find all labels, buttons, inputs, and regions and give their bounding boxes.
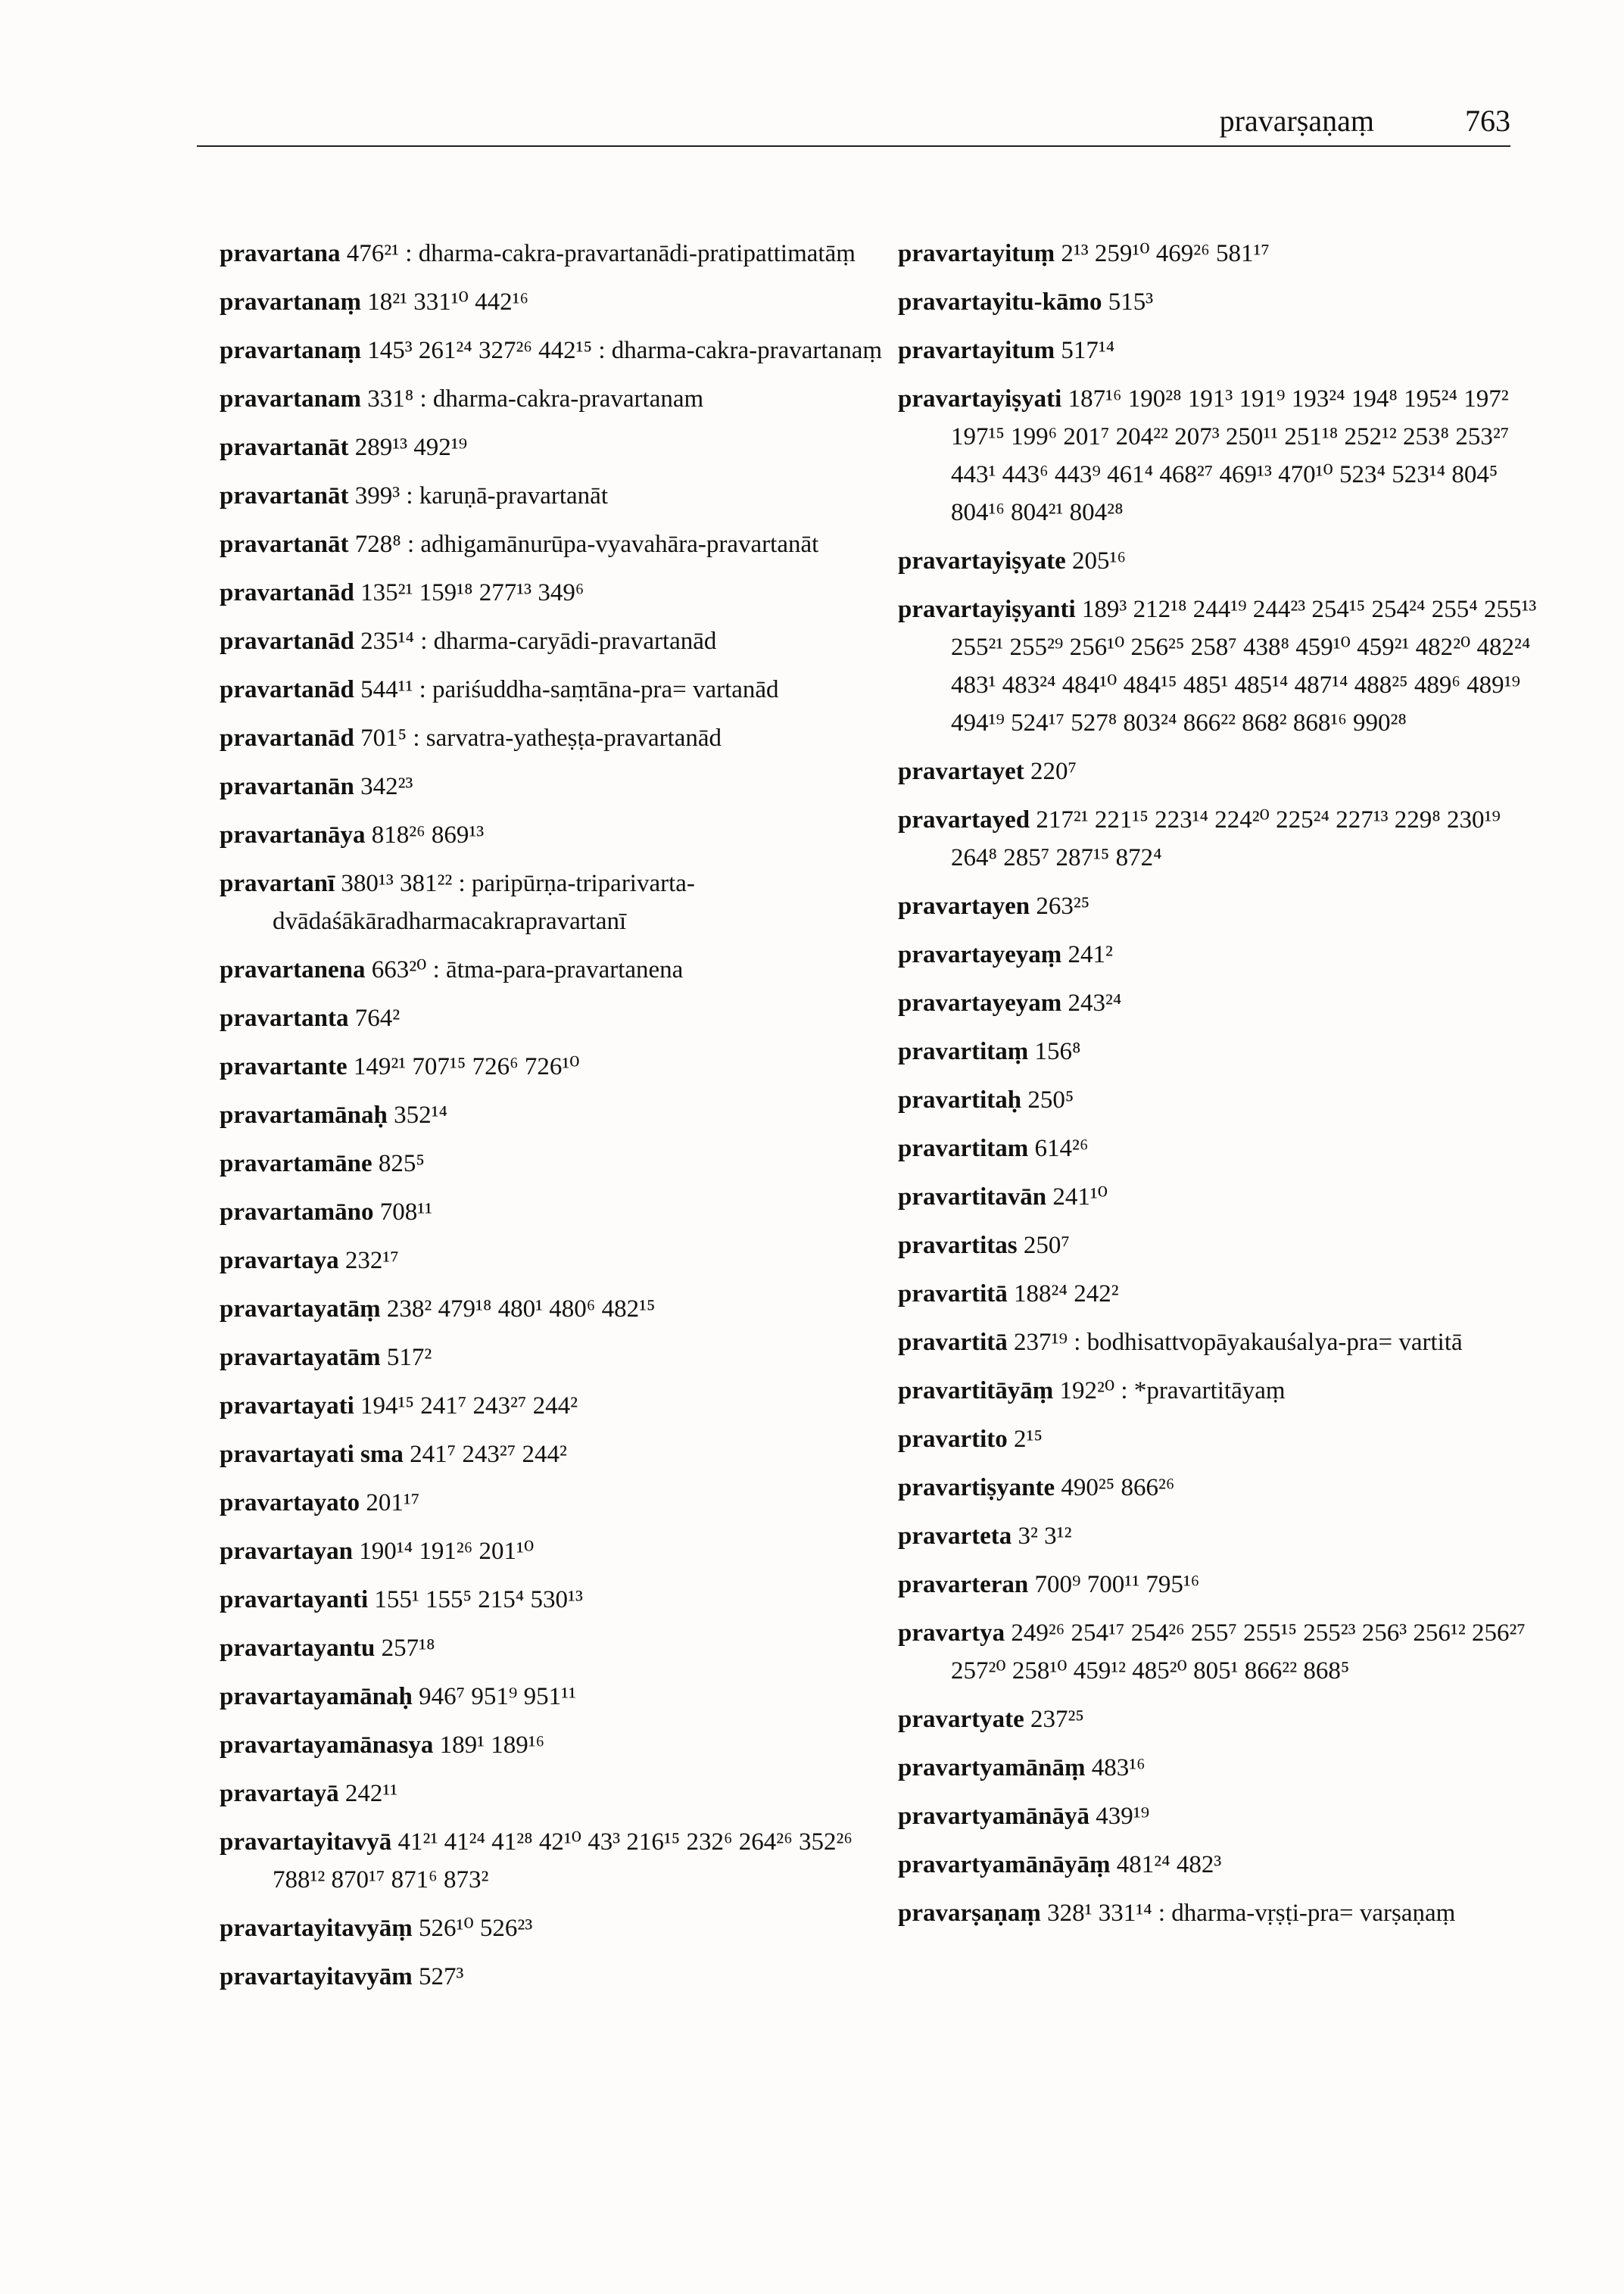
entry-references: 205¹⁶ [1072, 547, 1126, 575]
index-entry [220, 1532, 901, 1570]
index-entry [898, 1130, 1541, 1167]
entry-references: 235¹⁴ [360, 628, 414, 655]
entry-references: 526¹⁰ 526²³ [419, 1915, 533, 1942]
entry-references: 517¹⁴ [1061, 337, 1115, 364]
entry-headword: pravarteta [898, 1523, 1012, 1550]
entry-headword: pravartamānaḥ [220, 1102, 388, 1129]
index-entry [220, 1581, 901, 1619]
entry-references: 237¹⁹ [1014, 1329, 1068, 1356]
index-entry [898, 1033, 1541, 1071]
entry-headword: pravartanād [220, 628, 354, 655]
entry-headword: pravartyamānāṃ [898, 1754, 1086, 1781]
entry-gloss: : dharma-cakra-pravartanaṃ [598, 337, 883, 364]
entry-headword: pravartayitu-kāmo [898, 288, 1102, 316]
entry-gloss: : dharma-cakra-pravartanādi-pratipattimatāṃ [405, 240, 856, 267]
entry-references: 241⁷ 243²⁷ 244² [410, 1441, 567, 1468]
entry-headword: pravartayed [898, 806, 1030, 834]
entry-headword: pravartanta [220, 1005, 349, 1032]
entry-gloss: : *pravartitāyaṃ [1121, 1377, 1286, 1404]
entry-headword: pravartitavān [898, 1183, 1047, 1211]
index-entry [898, 1275, 1541, 1313]
entry-gloss: : bodhisattvopāyakauśalya-pra= vartitā [1074, 1329, 1463, 1356]
entry-references: 946⁷ 951⁹ 951¹¹ [419, 1683, 576, 1710]
entry-references: 18²¹ 331¹⁰ 442¹⁶ [367, 288, 529, 316]
entry-references: 352¹⁴ [394, 1102, 447, 1129]
entry-headword: pravartayamānaḥ [220, 1683, 413, 1710]
entry-references: 135²¹ 159¹⁸ 277¹³ 349⁶ [360, 579, 584, 606]
entry-references: 544¹¹ [360, 676, 413, 703]
entry-headword: pravartayatām [220, 1344, 381, 1371]
entry-references: 289¹³ 492¹⁹ [354, 434, 468, 461]
index-entry [220, 1096, 901, 1134]
entry-references: 242¹¹ [344, 1780, 398, 1807]
right-column [898, 235, 1541, 1943]
index-entry [898, 1846, 1541, 1884]
index-entry [220, 719, 901, 757]
index-entry [898, 1700, 1541, 1738]
index-entry [220, 332, 901, 369]
entry-gloss: : dharma-caryādi-pravartanād [420, 628, 717, 655]
entry-references: 490²⁵ 866²⁶ [1061, 1474, 1175, 1501]
index-entry [220, 951, 901, 989]
entry-references: 194¹⁵ 241⁷ 243²⁷ 244² [360, 1392, 578, 1420]
entry-gloss: : paripūrṇa-triparivarta-dvādaśākāradharmacakrapravartanī [273, 870, 695, 935]
index-entry [898, 1614, 1541, 1690]
index-entry [220, 1193, 901, 1231]
entry-headword: pravartayiṣyati [898, 385, 1062, 413]
entry-headword: pravartayati sma [220, 1441, 404, 1468]
entry-references: 192²⁰ [1059, 1377, 1115, 1404]
entry-references: 156⁸ [1034, 1038, 1081, 1065]
index-entry [220, 999, 901, 1037]
entry-headword: pravartayet [898, 758, 1024, 785]
index-entry [898, 936, 1541, 974]
index-entry [898, 1226, 1541, 1264]
entry-references: 187¹⁶ 190²⁸ 191³ 191⁹ 193²⁴ 194⁸ 195²⁴ 197² 197¹⁵ 199⁶ 201⁷ 204²² 207³ 250¹¹ 251¹⁸ 252¹² 253⁸ 253²⁷ 443¹ 443⁶ 443⁹ 461⁴ 468²⁷ 469¹³ 470¹⁰ 523⁴ 523¹⁴ 804⁵ 804¹⁶ 804²¹ 804²⁸ [951, 385, 1510, 526]
entry-headword: pravartanād [220, 725, 354, 752]
entry-headword: pravarṣaṇaṃ [898, 1900, 1041, 1927]
index-entry [220, 1678, 901, 1716]
entry-headword: pravartayitavyā [220, 1828, 392, 1856]
entry-headword: pravartayā [220, 1780, 339, 1807]
entry-headword: pravartayati [220, 1392, 354, 1420]
entry-headword: pravartyamānāyā [898, 1803, 1089, 1830]
index-entry [898, 1081, 1541, 1119]
entry-headword: pravartanam [220, 385, 361, 413]
index-entry [220, 1339, 901, 1376]
entry-headword: pravartayan [220, 1538, 353, 1565]
index-entry [220, 1290, 901, 1328]
index-entry [898, 235, 1541, 273]
entry-headword: pravartanī [220, 870, 335, 897]
entry-headword: pravartanaṃ [220, 337, 361, 364]
entry-headword: pravartayen [898, 893, 1030, 920]
index-entry [220, 1387, 901, 1425]
entry-headword: pravartayitavyāṃ [220, 1915, 413, 1942]
index-entry [898, 1894, 1541, 1932]
entry-references: 614²⁶ [1034, 1135, 1089, 1162]
entry-headword: pravartanāt [220, 434, 349, 461]
entry-gloss: : karuṇā-pravartanāt [406, 482, 608, 510]
entry-headword: pravartitā [898, 1280, 1008, 1308]
entry-references: 764² [354, 1005, 401, 1032]
page-number: 763 [1465, 104, 1510, 138]
entry-references: 663²⁰ [371, 956, 427, 983]
index-entry [220, 1145, 901, 1183]
entry-headword: pravartamāne [220, 1150, 372, 1177]
index-entry [220, 1775, 901, 1812]
index-entry [220, 816, 901, 854]
entry-references: 527³ [419, 1963, 464, 1990]
entry-references: 190¹⁴ 191²⁶ 201¹⁰ [359, 1538, 535, 1565]
index-entry [898, 801, 1541, 877]
entry-references: 328¹ 331¹⁴ [1047, 1900, 1152, 1927]
index-entry [898, 984, 1541, 1022]
entry-headword: pravartayeyam [898, 990, 1062, 1017]
header-keyword: pravarṣaṇaṃ [1219, 104, 1374, 138]
index-entry [898, 542, 1541, 580]
entry-references: 201¹⁷ [366, 1489, 420, 1516]
entry-references: 481²⁴ 482³ [1116, 1851, 1222, 1878]
entry-headword: pravartitā [898, 1329, 1008, 1356]
entry-headword: pravartayato [220, 1489, 360, 1516]
entry-references: 439¹⁹ [1096, 1803, 1150, 1830]
left-column [220, 235, 901, 2006]
entry-references: 515³ [1108, 288, 1154, 316]
entry-references: 3² 3¹² [1018, 1523, 1072, 1550]
entry-references: 250⁵ [1027, 1086, 1074, 1114]
entry-references: 517² [386, 1344, 432, 1371]
entry-references: 818²⁶ 869¹³ [371, 821, 485, 849]
entry-headword: pravartaya [220, 1247, 339, 1274]
index-entry [220, 283, 901, 321]
entry-references: 149²¹ 707¹⁵ 726⁶ 726¹⁰ [353, 1053, 580, 1080]
entry-gloss: : sarvatra-yatheṣṭa-pravartanād [413, 725, 722, 752]
entry-headword: pravartanena [220, 956, 366, 983]
entry-references: 380¹³ 381²² [341, 870, 453, 897]
entry-headword: pravarteran [898, 1571, 1029, 1598]
entry-headword: pravartayamānasya [220, 1731, 434, 1759]
index-entry [220, 525, 901, 563]
entry-references: 232¹⁷ [344, 1247, 399, 1274]
index-entry [898, 283, 1541, 321]
index-entry [220, 1242, 901, 1279]
entry-headword: pravartyamānāyāṃ [898, 1851, 1111, 1878]
entry-references: 237²⁵ [1030, 1706, 1084, 1733]
entry-headword: pravartitas [898, 1232, 1018, 1259]
entry-references: 220⁷ [1030, 758, 1077, 785]
entry-gloss: : dharma-cakra-pravartanam [419, 385, 704, 413]
index-entry [220, 1048, 901, 1086]
index-entry [220, 1629, 901, 1667]
index-entry [220, 477, 901, 515]
entry-gloss: : dharma-vṛṣṭi-pra= varṣaṇaṃ [1158, 1900, 1456, 1927]
index-entry [220, 1435, 901, 1473]
entry-headword: pravartitaṃ [898, 1038, 1029, 1065]
entry-headword: pravartayiṣyanti [898, 596, 1076, 623]
index-entry [220, 235, 901, 273]
entry-headword: pravartayatāṃ [220, 1295, 381, 1323]
index-entry [898, 1566, 1541, 1604]
entry-references: 263²⁵ [1036, 893, 1090, 920]
entry-headword: pravartanān [220, 773, 354, 800]
entry-headword: pravartanaṃ [220, 288, 361, 316]
index-entry [898, 1517, 1541, 1555]
entry-references: 708¹¹ [379, 1198, 433, 1226]
entry-headword: pravartitāyāṃ [898, 1377, 1054, 1404]
entry-headword: pravartitaḥ [898, 1086, 1022, 1114]
entry-headword: pravartiṣyante [898, 1474, 1055, 1501]
entry-references: 2¹³ 259¹⁰ 469²⁶ 581¹⁷ [1061, 240, 1270, 267]
index-entry [220, 622, 901, 660]
entry-headword: pravartayitavyām [220, 1963, 413, 1990]
index-entry [220, 865, 901, 940]
index-entry [220, 1484, 901, 1522]
entry-headword: pravartya [898, 1619, 1005, 1647]
index-entry [220, 429, 901, 466]
entry-headword: pravartana [220, 240, 341, 267]
entry-headword: pravartamāno [220, 1198, 374, 1226]
index-entry [220, 768, 901, 806]
index-entry [220, 380, 901, 418]
entry-headword: pravartitam [898, 1135, 1029, 1162]
running-header [197, 100, 1510, 147]
index-entry [898, 1797, 1541, 1835]
entry-references: 155¹ 155⁵ 215⁴ 530¹³ [374, 1586, 583, 1613]
entry-references: 476²¹ [346, 240, 400, 267]
entry-headword: pravartanād [220, 579, 354, 606]
entry-references: 701⁵ [360, 725, 407, 752]
index-entry [220, 671, 901, 709]
entry-references: 399³ [354, 482, 401, 510]
index-entry [898, 1749, 1541, 1787]
entry-headword: pravartante [220, 1053, 348, 1080]
index-entry [898, 1420, 1541, 1458]
entry-references: 241² [1068, 941, 1113, 968]
index-entry [898, 1178, 1541, 1216]
entry-references: 189³ 212¹⁸ 244¹⁹ 244²³ 254¹⁵ 254²⁴ 255⁴ 255¹³ 255²¹ 255²⁹ 256¹⁰ 256²⁵ 258⁷ 438⁸ 459¹⁰ 459²¹ 482²⁰ 482²⁴ 483¹ 483²⁴ 484¹⁰ 484¹⁵ 485¹ 485¹⁴ 487¹⁴ 488²⁵ 489⁶ 489¹⁹ 494¹⁹ 524¹⁷ 527⁸ 803²⁴ 866²² 868² 868¹⁶ 990²⁸ [951, 596, 1537, 737]
entry-gloss: : ātma-para-pravartanena [432, 956, 684, 983]
entry-headword: pravartyate [898, 1706, 1024, 1733]
index-entry [220, 1823, 901, 1899]
entry-headword: pravartanāt [220, 482, 349, 510]
entry-references: 238² 479¹⁸ 480¹ 480⁶ 482¹⁵ [386, 1295, 656, 1323]
entry-references: 241¹⁰ [1052, 1183, 1108, 1211]
index-entry [898, 753, 1541, 790]
entry-references: 41²¹ 41²⁴ 41²⁸ 42¹⁰ 43³ 216¹⁵ 232⁶ 264²⁶ 352²⁶ 788¹² 870¹⁷ 871⁶ 873² [273, 1828, 853, 1893]
index-entry [898, 887, 1541, 925]
index-entry [220, 1726, 901, 1764]
entry-headword: pravartayitum [898, 337, 1055, 364]
index-entry [898, 1469, 1541, 1507]
entry-references: 825⁵ [378, 1150, 425, 1177]
index-entry [898, 332, 1541, 369]
entry-references: 189¹ 189¹⁶ [439, 1731, 545, 1759]
index-entry [220, 1958, 901, 1996]
entry-references: 145³ 261²⁴ 327²⁶ 442¹⁵ [367, 337, 593, 364]
index-entry [220, 1909, 901, 1947]
entry-headword: pravartanād [220, 676, 354, 703]
entry-references: 257¹⁸ [381, 1635, 435, 1662]
entry-references: 331⁸ [367, 385, 414, 413]
entry-references: 188²⁴ 242² [1014, 1280, 1119, 1308]
entry-references: 249²⁶ 254¹⁷ 254²⁶ 255⁷ 255¹⁵ 255²³ 256³ 256¹² 256²⁷ 257²⁰ 258¹⁰ 459¹² 485²⁰ 805¹ 866²² 868⁵ [951, 1619, 1526, 1685]
index-entry [220, 574, 901, 612]
entry-headword: pravartayanti [220, 1586, 369, 1613]
entry-references: 243²⁴ [1068, 990, 1122, 1017]
entry-headword: pravartayiṣyate [898, 547, 1066, 575]
entry-references: 2¹⁵ [1014, 1426, 1043, 1453]
index-entry [898, 1323, 1541, 1361]
entry-headword: pravartayeyaṃ [898, 941, 1062, 968]
entry-references: 700⁹ 700¹¹ 795¹⁶ [1034, 1571, 1200, 1598]
entry-headword: pravartayituṃ [898, 240, 1055, 267]
entry-references: 217²¹ 221¹⁵ 223¹⁴ 224²⁰ 225²⁴ 227¹³ 229⁸ 230¹⁹ 264⁸ 285⁷ 287¹⁵ 872⁴ [951, 806, 1501, 871]
entry-references: 250⁷ [1023, 1232, 1070, 1259]
entry-headword: pravartayantu [220, 1635, 376, 1662]
entry-references: 342²³ [360, 773, 413, 800]
entry-references: 728⁸ [354, 531, 401, 558]
entry-headword: pravartanāya [220, 821, 366, 849]
index-entry [898, 591, 1541, 742]
index-entry [898, 1372, 1541, 1410]
entry-gloss: : pariśuddha-saṃtāna-pra= vartanād [419, 676, 779, 703]
entry-headword: pravartito [898, 1426, 1008, 1453]
entry-headword: pravartanāt [220, 531, 349, 558]
entry-gloss: : adhigamānurūpa-vyavahāra-pravartanāt [407, 531, 819, 558]
entry-references: 483¹⁶ [1091, 1754, 1146, 1781]
index-entry [898, 380, 1541, 531]
